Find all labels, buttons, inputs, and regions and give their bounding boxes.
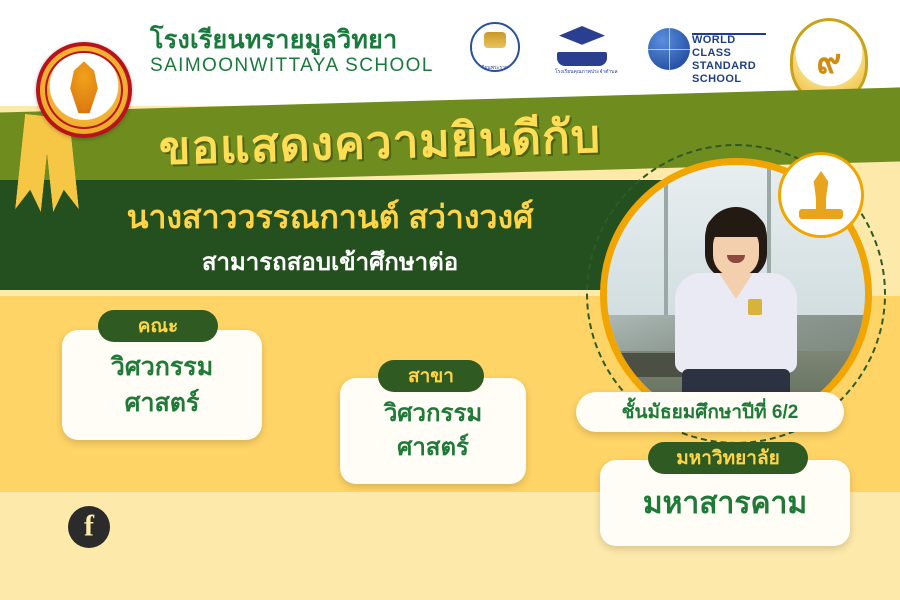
world-class-text	[692, 34, 768, 86]
facebook-glyph: f	[84, 509, 94, 543]
faculty-label: คณะ	[98, 310, 218, 342]
major-label: สาขา	[378, 360, 484, 392]
quality-school-logo-icon	[555, 20, 618, 75]
royal-award-logo-caption: โรงเรียนพระราชทาน	[472, 65, 518, 71]
crest-inner-ring	[45, 51, 123, 129]
emblem-numeral: ๙	[816, 43, 842, 81]
university-name: มหาสารคาม	[642, 486, 808, 520]
university-label: มหาวิทยาลัย	[648, 442, 808, 474]
major-line2: ศาสตร์	[397, 434, 469, 461]
school-crest-icon	[36, 42, 132, 138]
school-name-en: SAIMOONWITTAYA SCHOOL	[150, 55, 434, 76]
school-name-th: โรงเรียนทรายมูลวิทยา	[150, 26, 398, 54]
lamp-stem	[816, 195, 826, 209]
book-icon	[557, 52, 607, 66]
headline-text: ขอแสดงความยินดีกับ	[158, 109, 602, 175]
graduation-cap-icon	[559, 26, 605, 50]
school-badge	[748, 299, 762, 315]
world-class-standard-logo	[648, 26, 768, 85]
quality-school-caption: โรงเรียนคุณภาพประจำตำบล	[555, 69, 618, 75]
fringe	[706, 215, 766, 237]
major-line1: วิศวกรรม	[383, 400, 483, 427]
student-name: นางสาววรรณกานต์ สว่างวงศ์	[126, 199, 534, 235]
facebook-icon[interactable]	[68, 506, 110, 548]
student-figure	[661, 203, 811, 423]
banner-subtitle: สามารถสอบเข้าศึกษาต่อ	[201, 249, 459, 276]
royal-award-logo-icon	[470, 22, 520, 72]
lamp-emblem-icon	[778, 152, 864, 238]
faculty-line1: วิศวกรรม	[110, 353, 214, 381]
world-class-line1: WORLD CLASS	[692, 34, 736, 59]
grade-level-badge: ชั้นมัธยมศึกษาปีที่ 6/2	[576, 392, 844, 432]
faculty-line2: ศาสตร์	[124, 389, 200, 417]
major-card	[340, 378, 526, 484]
world-class-line2: STANDARD SCHOOL	[692, 60, 757, 85]
lamp-base	[799, 209, 843, 219]
faculty-card	[62, 330, 262, 440]
globe-icon	[648, 28, 690, 70]
header-band	[0, 0, 900, 106]
